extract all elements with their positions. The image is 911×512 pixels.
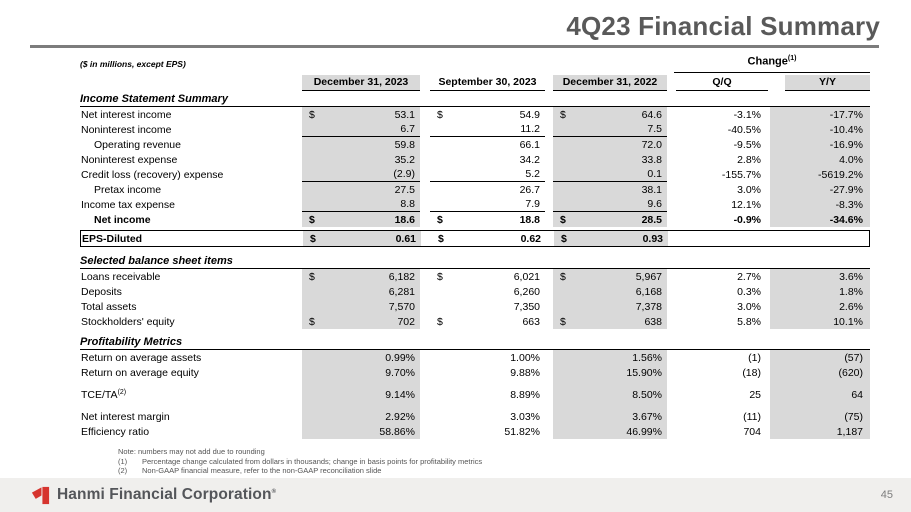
money-cell: [430, 197, 545, 212]
money-cell: [302, 122, 420, 137]
money-cell: [431, 231, 546, 246]
row-label: Noninterest income: [81, 123, 172, 136]
dollar-sign: $: [438, 232, 444, 245]
money-cell: [302, 299, 420, 314]
cell-value: 18.8: [519, 213, 540, 226]
section-title: Selected balance sheet items: [80, 255, 870, 269]
hanmi-logo-icon: [30, 485, 51, 506]
cell-value: 15.90%: [626, 366, 662, 379]
cell-value: 663: [522, 315, 540, 328]
money-cell: [430, 365, 545, 380]
row-label: Loans receivable: [81, 270, 161, 283]
money-cell: [430, 424, 545, 439]
cell-value: 9.14%: [385, 388, 415, 401]
cell-value: 27.5: [394, 183, 415, 196]
yy-cell: 2.6%: [770, 299, 870, 314]
qq-cell: [677, 231, 769, 246]
dollar-sign: $: [560, 213, 566, 226]
table-row: [80, 137, 870, 152]
money-cell: [553, 212, 667, 227]
cell-value: 38.1: [641, 183, 662, 196]
yy-cell: (75): [770, 409, 870, 424]
yy-cell: -16.9%: [770, 137, 870, 152]
table-row: [80, 409, 870, 424]
money-cell: [553, 137, 667, 152]
cell-value: 64.6: [641, 108, 662, 121]
yy-cell: (620): [770, 365, 870, 380]
row-label: Return on average assets: [81, 351, 202, 364]
table-row: [80, 299, 870, 314]
table-row: [80, 424, 870, 439]
row-label: Net interest income: [81, 108, 172, 121]
dollar-sign: $: [437, 213, 443, 226]
column-gap: [545, 75, 553, 91]
yy-cell: -10.4%: [770, 122, 870, 137]
qq-cell: -155.7%: [721, 168, 761, 181]
row-label: Efficiency ratio: [81, 425, 150, 438]
cell-value: 5.2: [525, 168, 540, 180]
money-cell: [430, 212, 545, 227]
yy-cell: -5619.2%: [770, 167, 870, 182]
cell-value: 7.5: [647, 123, 662, 135]
cell-value: 0.1: [647, 168, 662, 180]
money-cell: [302, 424, 420, 439]
money-cell: [302, 152, 420, 167]
cell-value: 7,378: [635, 300, 662, 313]
cell-value: 34.2: [519, 153, 540, 166]
row-label: Net income: [94, 213, 151, 226]
money-cell: [430, 402, 545, 409]
money-cell: [302, 107, 420, 122]
money-cell: [302, 197, 420, 212]
cell-value: 7,570: [388, 300, 415, 313]
qq-cell: 2.8%: [737, 153, 761, 166]
money-cell: [302, 284, 420, 299]
column-gap: [420, 75, 430, 91]
money-cell: [430, 137, 545, 152]
table-row: [80, 350, 870, 365]
footnote-1-number: (1): [118, 456, 128, 466]
money-cell: [302, 182, 420, 197]
cell-value: 6,281: [388, 285, 415, 298]
yy-cell: -17.7%: [770, 107, 870, 122]
footnote-1-text: Percentage change calculated from dollars in thousands; change in basis points for profitability metrics: [142, 456, 483, 466]
qq-cell: 25: [749, 388, 761, 401]
row-label: Total assets: [81, 300, 137, 313]
money-cell: [302, 350, 420, 365]
money-cell: [302, 380, 420, 387]
spacer-row: [80, 380, 870, 387]
table-row: [80, 167, 870, 182]
company-logo: [30, 485, 276, 506]
cell-value: 638: [644, 315, 662, 328]
money-cell: [430, 380, 545, 387]
column-header-dec-31-2023: December 31, 2023: [302, 75, 420, 91]
cell-value: 6,021: [513, 270, 540, 283]
cell-value: 33.8: [641, 153, 662, 166]
cell-value: 11.2: [520, 123, 540, 135]
table-section: [80, 336, 870, 439]
qq-cell: -9.5%: [733, 138, 761, 151]
money-cell: [430, 284, 545, 299]
qq-cell: 2.7%: [737, 270, 761, 283]
table-row: [80, 122, 870, 137]
money-cell: [430, 269, 545, 284]
qq-cell: 3.0%: [737, 183, 761, 196]
section-title: Income Statement Summary: [80, 93, 870, 107]
money-cell: [553, 380, 667, 387]
cell-value: 3.03%: [510, 410, 540, 423]
cell-value: 6,182: [388, 270, 415, 283]
yy-cell: 1,187: [770, 424, 870, 439]
money-cell: [553, 269, 667, 284]
page-title: 4Q23 Financial Summary: [566, 11, 880, 41]
cell-value: 28.5: [641, 213, 662, 226]
dollar-sign: $: [560, 315, 566, 328]
cell-value: 3.67%: [632, 410, 662, 423]
qq-cell: (11): [743, 410, 761, 423]
money-cell: [302, 269, 420, 284]
company-name: Hanmi Financial Corporation: [57, 486, 272, 503]
dollar-sign: $: [560, 270, 566, 283]
cell-value: 18.6: [394, 213, 415, 226]
money-cell: [553, 284, 667, 299]
cell-value: 8.8: [400, 198, 415, 210]
footnote-2-number: (2): [118, 466, 128, 475]
cell-value: 2.92%: [385, 410, 415, 423]
cell-value: 0.61: [395, 232, 416, 245]
dollar-sign: $: [309, 270, 315, 283]
row-label: EPS-Diluted: [82, 232, 143, 245]
row-label: TCE/TA (2): [81, 388, 127, 401]
row-label: Credit loss (recovery) expense: [81, 168, 224, 181]
cell-value: 8.50%: [632, 388, 662, 401]
row-label: Net interest margin: [81, 410, 170, 423]
table-row: [80, 107, 870, 122]
money-cell: [430, 409, 545, 424]
footer-bar: [0, 478, 911, 512]
dollar-sign: $: [309, 213, 315, 226]
money-cell: [302, 137, 420, 152]
qq-cell: 12.1%: [731, 198, 761, 211]
dollar-sign: $: [309, 315, 315, 328]
cell-value: 6.7: [400, 123, 415, 135]
column-headers: [80, 75, 870, 91]
yy-cell: [771, 231, 871, 246]
qq-cell: 704: [743, 425, 761, 438]
money-cell: [303, 231, 421, 246]
money-cell: [302, 409, 420, 424]
yy-cell: -27.9%: [770, 182, 870, 197]
spacer-row: [80, 402, 870, 409]
yy-cell: 64: [770, 387, 870, 402]
cell-value: 5,967: [635, 270, 662, 283]
dollar-sign: $: [310, 232, 316, 245]
footnote-1: [118, 457, 482, 467]
footnotes: [118, 447, 482, 476]
cell-value: 0.93: [642, 232, 663, 245]
qq-cell: 3.0%: [737, 300, 761, 313]
dollar-sign: $: [437, 108, 443, 121]
cell-value: 59.8: [394, 138, 415, 151]
money-cell: [553, 424, 667, 439]
yy-cell: [770, 380, 870, 387]
qq-cell: [676, 402, 768, 409]
row-label: Noninterest expense: [81, 153, 178, 166]
money-cell: [553, 167, 667, 182]
cell-value: 26.7: [519, 183, 540, 196]
cell-value: 9.88%: [510, 366, 540, 379]
row-label: Deposits: [81, 285, 122, 298]
page-number: 45: [880, 489, 893, 501]
cell-value: 6,260: [513, 285, 540, 298]
money-cell: [553, 387, 667, 402]
column-gap: [768, 75, 770, 91]
table-section: [80, 93, 870, 227]
cell-value: 8.89%: [510, 388, 540, 401]
money-cell: [302, 402, 420, 409]
cell-value: 0.99%: [385, 351, 415, 364]
cell-value: 9.6: [647, 198, 662, 210]
table-row: [80, 365, 870, 380]
table-row: [80, 212, 870, 227]
money-cell: [430, 299, 545, 314]
money-cell: [302, 365, 420, 380]
footnote-2: [118, 466, 482, 476]
cell-value: 0.62: [520, 232, 541, 245]
cell-value: 1.56%: [632, 351, 662, 364]
units-note: ($ in millions, except EPS): [80, 59, 186, 69]
trademark-symbol: ®: [271, 488, 277, 495]
yy-cell: [770, 402, 870, 409]
money-cell: [430, 122, 545, 137]
table-section: [80, 255, 870, 329]
money-cell: [430, 350, 545, 365]
money-cell: [553, 350, 667, 365]
title-divider: [30, 45, 879, 48]
yy-cell: -34.6%: [770, 212, 870, 227]
cell-value: 66.1: [519, 138, 540, 151]
dollar-sign: $: [309, 108, 315, 121]
cell-value: 9.70%: [385, 366, 415, 379]
dollar-sign: $: [437, 315, 443, 328]
yy-cell: 10.1%: [770, 314, 870, 329]
cell-value: 72.0: [641, 138, 662, 151]
table-sections: [80, 93, 870, 439]
cell-value: 54.9: [519, 108, 540, 121]
table-row: [80, 182, 870, 197]
section-title: Profitability Metrics: [80, 336, 870, 350]
qq-cell: (1): [748, 351, 761, 364]
money-cell: [430, 152, 545, 167]
column-header-yy: Y/Y: [785, 75, 870, 91]
row-label: [80, 402, 302, 409]
table-row: [80, 284, 870, 299]
row-label: Stockholders' equity: [81, 315, 175, 328]
money-cell: [553, 402, 667, 409]
column-header-dec-31-2022: December 31, 2022: [553, 75, 667, 91]
money-cell: [302, 387, 420, 402]
yy-cell: 3.6%: [770, 269, 870, 284]
qq-cell: 0.3%: [737, 285, 761, 298]
money-cell: [430, 182, 545, 197]
row-label-footnote-marker: (2): [117, 389, 127, 396]
money-cell: [553, 314, 667, 329]
table-section: [80, 230, 870, 247]
row-label: Pretax income: [94, 183, 162, 196]
yy-cell: 1.8%: [770, 284, 870, 299]
cell-value: 7,350: [513, 300, 540, 313]
row-label: [80, 380, 302, 387]
money-cell: [430, 314, 545, 329]
table-row: [80, 197, 870, 212]
money-cell: [553, 107, 667, 122]
cell-value: 7.9: [525, 198, 540, 210]
company-logo-text: [57, 486, 276, 504]
money-cell: [553, 182, 667, 197]
column-header-sep-30-2023: September 30, 2023: [430, 75, 545, 91]
label-column-spacer: [80, 75, 302, 91]
dollar-sign: $: [560, 108, 566, 121]
money-cell: [302, 212, 420, 227]
change-label: Change: [747, 55, 788, 68]
cell-value: 6,168: [635, 285, 662, 298]
money-cell: [430, 167, 545, 182]
qq-cell: (18): [742, 366, 761, 379]
column-gap: [667, 75, 676, 91]
cell-value: 35.2: [394, 153, 415, 166]
qq-cell: -0.9%: [733, 213, 761, 226]
row-label: Income tax expense: [81, 198, 175, 211]
cell-value: 53.1: [394, 108, 415, 121]
cell-value: 702: [397, 315, 415, 328]
qq-cell: -3.1%: [733, 108, 761, 121]
money-cell: [553, 299, 667, 314]
cell-value: 1.00%: [510, 351, 540, 364]
yy-cell: 4.0%: [770, 152, 870, 167]
row-label: Return on average equity: [81, 366, 199, 379]
money-cell: [553, 197, 667, 212]
qq-cell: -40.5%: [727, 123, 761, 136]
dollar-sign: $: [561, 232, 567, 245]
money-cell: [430, 387, 545, 402]
change-column-group-header: [674, 55, 870, 73]
table-row: [80, 269, 870, 284]
money-cell: [302, 167, 420, 182]
money-cell: [553, 409, 667, 424]
money-cell: [302, 314, 420, 329]
money-cell: [553, 152, 667, 167]
row-label: Operating revenue: [94, 138, 181, 151]
money-cell: [553, 122, 667, 137]
qq-cell: [676, 380, 768, 387]
money-cell: [430, 107, 545, 122]
qq-cell: 5.8%: [737, 315, 761, 328]
cell-value: 58.86%: [379, 425, 415, 438]
cell-value: 46.99%: [626, 425, 662, 438]
yy-cell: -8.3%: [770, 197, 870, 212]
table-row: [81, 231, 869, 246]
table-row: [80, 314, 870, 329]
cell-value: 51.82%: [504, 425, 540, 438]
rounding-note: Note: numbers may not add due to rounding: [118, 447, 265, 456]
dollar-sign: $: [437, 270, 443, 283]
table-row: [80, 387, 870, 402]
change-footnote-marker: (1): [787, 55, 797, 62]
yy-cell: (57): [770, 350, 870, 365]
money-cell: [553, 365, 667, 380]
cell-value: (2.9): [393, 168, 415, 180]
money-cell: [554, 231, 668, 246]
table-row: [80, 152, 870, 167]
footnote-2-text: Non-GAAP financial measure, refer to the non-GAAP reconciliation slide: [142, 466, 382, 475]
column-header-qq: Q/Q: [676, 75, 768, 91]
